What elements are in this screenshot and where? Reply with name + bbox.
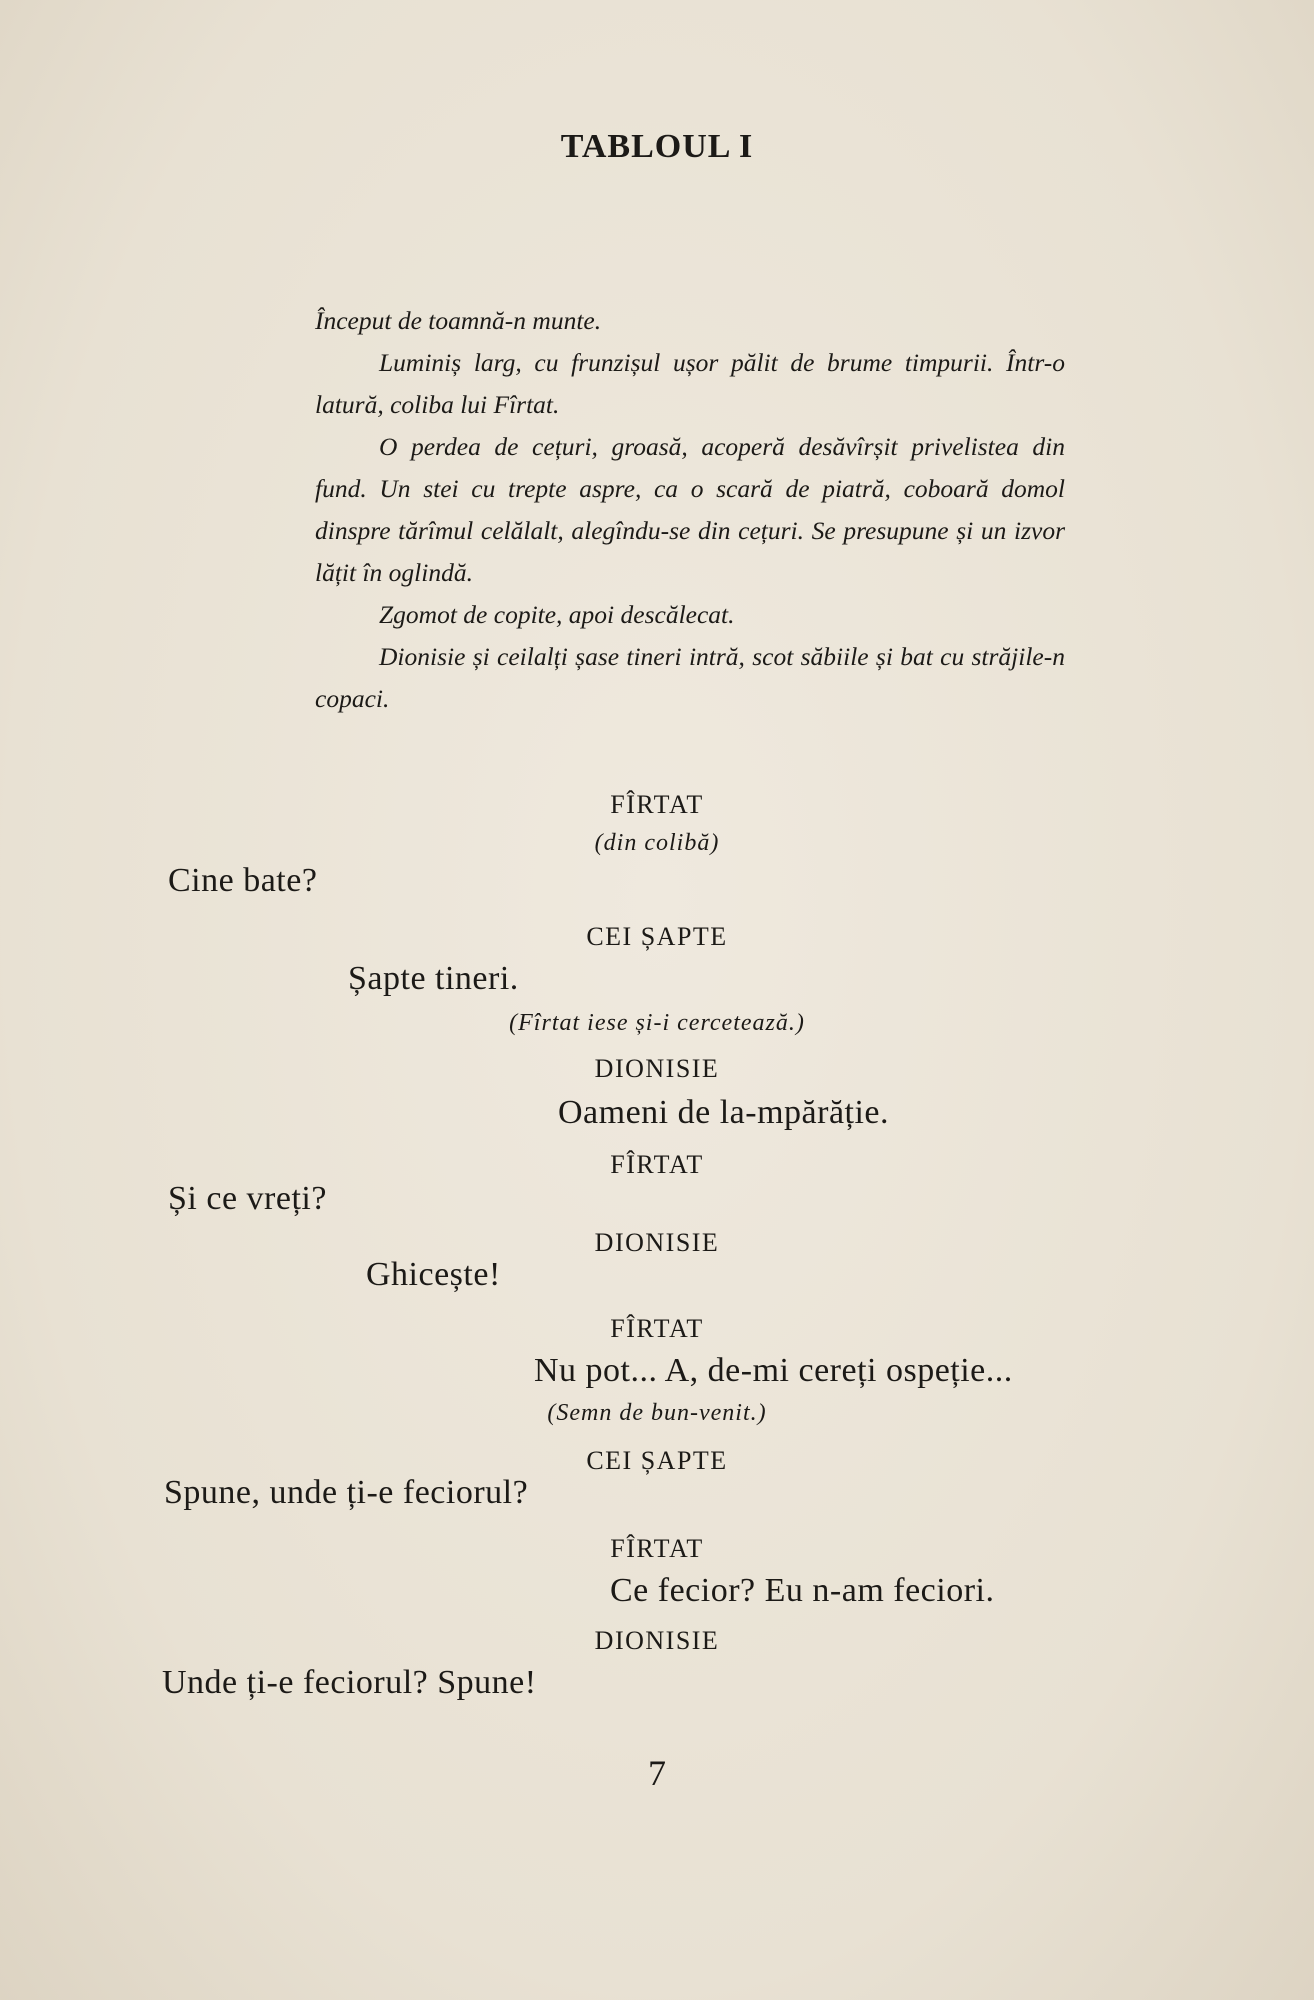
speaker-name: DIONISIE xyxy=(594,1054,720,1083)
dialogue-line: Spune, unde ți-e feciorul? xyxy=(164,1474,529,1511)
stage-note: (Fîrtat iese și-i cercetează.) xyxy=(509,1010,805,1036)
stage-note: (din colibă) xyxy=(594,830,720,856)
speaker-name: CEI ȘAPTE xyxy=(586,1446,728,1475)
dialogue-line: Și ce vreți? xyxy=(168,1180,327,1217)
dialogue-line: Ce fecior? Eu n-am feciori. xyxy=(610,1572,995,1609)
speaker-name: FÎRTAT xyxy=(610,1534,704,1563)
stage-directions xyxy=(315,300,1065,720)
dialogue-line: Șapte tineri. xyxy=(348,960,519,997)
stage-direction: Luminiș larg, cu frunzișul ușor pălit de brume timpurii. Într-o latură, coliba lui Fîrtat. xyxy=(315,348,1065,419)
dialogue-line: Ghicește! xyxy=(366,1256,501,1293)
speaker-name: CEI ȘAPTE xyxy=(586,922,728,951)
stage-direction: Dionisie și ceilalți șase tineri intră, scot săbiile și bat cu străjile-n copaci. xyxy=(315,642,1065,713)
stage-direction: O perdea de cețuri, groasă, acoperă desăvîrșit privelistea din fund. Un stei cu trepte aspre, ca o scară de piatră, coboară domol dinspre tărîmul celălalt, alegîndu-se din cețuri. Se presupune și un izvor lățit în oglindă. xyxy=(315,432,1065,587)
speaker-name: DIONISIE xyxy=(594,1228,720,1257)
speaker-name: FÎRTAT xyxy=(610,1150,704,1179)
dialogue-line: Unde ți-e feciorul? Spune! xyxy=(162,1664,537,1701)
dialogue-line: Oameni de la-mpărăție. xyxy=(558,1094,890,1131)
dialogue-line: Nu pot... A, de-mi cereți ospeție... xyxy=(534,1352,1013,1389)
stage-direction: Început de toamnă-n munte. xyxy=(315,306,602,335)
speaker-name: DIONISIE xyxy=(594,1626,720,1655)
speaker-name: FÎRTAT xyxy=(610,790,704,819)
stage-note: (Semn de bun-venit.) xyxy=(547,1400,767,1426)
dialogue-line: Cine bate? xyxy=(168,862,318,899)
page-title: TABLOUL I xyxy=(560,128,754,165)
stage-direction: Zgomot de copite, apoi descălecat. xyxy=(379,600,735,629)
page-number: 7 xyxy=(648,1753,666,1793)
speaker-name: FÎRTAT xyxy=(610,1314,704,1343)
